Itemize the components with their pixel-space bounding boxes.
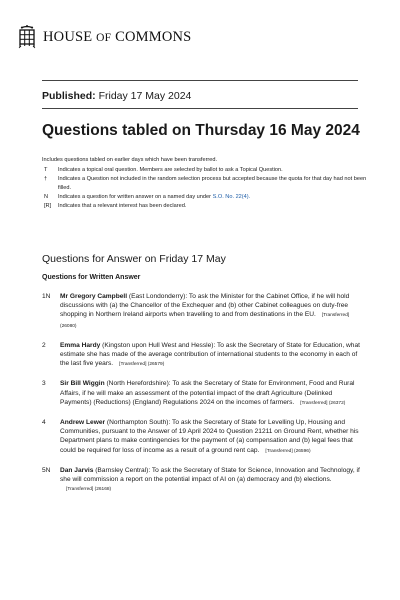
question-text: (North Herefordshire): To ask the Secretary of State for Environment, Food and Rural Affairs, if he will make an assessment of the potential impact of the draft Agriculture (Delinked Payments) (Reductions) (England) Regulations 2024 on the incomes of farmers. xyxy=(60,380,355,406)
question-number: 1N xyxy=(42,293,51,300)
member-name: Mr Gregory Campbell xyxy=(60,293,128,300)
legend-item xyxy=(42,202,372,211)
question-item xyxy=(42,466,360,495)
header xyxy=(17,24,191,50)
question-body xyxy=(60,379,360,408)
legend-item xyxy=(42,166,372,175)
legend-key: † xyxy=(44,176,48,182)
legend-text xyxy=(58,193,372,202)
legend-key: N xyxy=(44,194,49,200)
page-title: Questions tabled on Thursday 16 May 2024 xyxy=(42,122,360,139)
member-name: Sir Bill Wiggin xyxy=(60,380,105,388)
legend-item xyxy=(42,175,372,193)
commons-word: COMMONS xyxy=(115,28,192,45)
transferred-reference: [Transferred] (26168) xyxy=(66,487,112,493)
question-text: (Barnsley Central): To ask the Secretary of State for Science, Innovation and Technology, if she will commission a report on the potential impact of AI on (a) democracy and (b) elections. xyxy=(60,466,360,484)
question-number: 3 xyxy=(42,380,46,388)
published-line xyxy=(42,90,191,102)
legend-item xyxy=(42,193,372,202)
legend-text: Indicates that a relevant interest has been declared. xyxy=(58,203,187,209)
question-number: 2 xyxy=(42,341,46,349)
member-name: Dan Jarvis xyxy=(60,466,94,474)
question-text: (Northampton South): To ask the Secretary of State for Levelling Up, Housing and Communities, pursuant to the Answer of 19 April 2024 to Question 21211 on Ground Rent, whether his Department plans to make contingencies for the payment of (a) compensation and (b) legal fees that could be required for loss of income as a result of a ground rent cap. xyxy=(60,419,359,454)
question-item xyxy=(42,341,360,370)
portcullis-icon xyxy=(17,25,37,49)
transferred-reference: [Transferred] (26372) xyxy=(300,400,346,406)
house-word: HOUSE xyxy=(43,28,93,45)
transferred-reference: [Transferred] (26596) xyxy=(265,448,311,454)
legend-intro: Includes questions tabled on earlier days which have been transferred. xyxy=(42,157,218,163)
legend-text: Indicates a topical oral question. Members are selected by ballot to ask a Topical Question. xyxy=(58,167,283,173)
question-text: (East Londonderry): To ask the Minister for the Cabinet Office, if he will hold discussions with (a) the Chancellor of the Exchequer and (b) other Cabinet colleagues on duty-free shopping in Northern Ireland airports when travelling to and from destinations in the EU. xyxy=(60,293,350,319)
divider-top xyxy=(42,80,358,81)
subsection-title: Questions for Written Answer xyxy=(42,274,141,281)
transferred-reference: [Transferred] (26579) xyxy=(119,362,165,368)
member-name: Emma Hardy xyxy=(60,341,101,349)
published-date: Friday 17 May 2024 xyxy=(98,90,192,102)
section-title: Questions for Answer on Friday 17 May xyxy=(42,253,226,265)
question-body xyxy=(60,466,360,495)
question-body xyxy=(60,292,360,331)
question-text: (Kingston upon Hull West and Hessle): To ask the Secretary of State for Education, what estimate she has made of the average contribution of international students to the economy in each of the last five years. xyxy=(60,341,360,368)
question-item xyxy=(42,418,360,456)
question-list xyxy=(42,292,360,494)
legend-key: [R] xyxy=(44,203,52,209)
of-word: OF xyxy=(96,31,112,44)
legend-text-body: Indicates a question for written answer on a named day under xyxy=(58,194,211,200)
standing-order-link[interactable]: S.O. No. 22(4). xyxy=(212,194,251,200)
divider-bottom xyxy=(42,108,358,109)
legend-key: T xyxy=(44,167,48,173)
house-of-commons-wordmark xyxy=(43,29,191,46)
question-number: 5N xyxy=(42,466,51,474)
published-label: Published: xyxy=(42,90,96,102)
question-number: 4 xyxy=(42,419,46,427)
question-item xyxy=(42,292,360,331)
question-item xyxy=(42,379,360,408)
transferred-reference: [Transferred] (26080) xyxy=(60,313,350,329)
legend xyxy=(42,156,372,211)
member-name: Andrew Lewer xyxy=(60,419,106,427)
question-body xyxy=(60,341,360,370)
question-body xyxy=(60,418,360,456)
legend-text: Indicates a Question not included in the random selection process but accepted because the quota for that day had not been filled. xyxy=(58,176,367,191)
